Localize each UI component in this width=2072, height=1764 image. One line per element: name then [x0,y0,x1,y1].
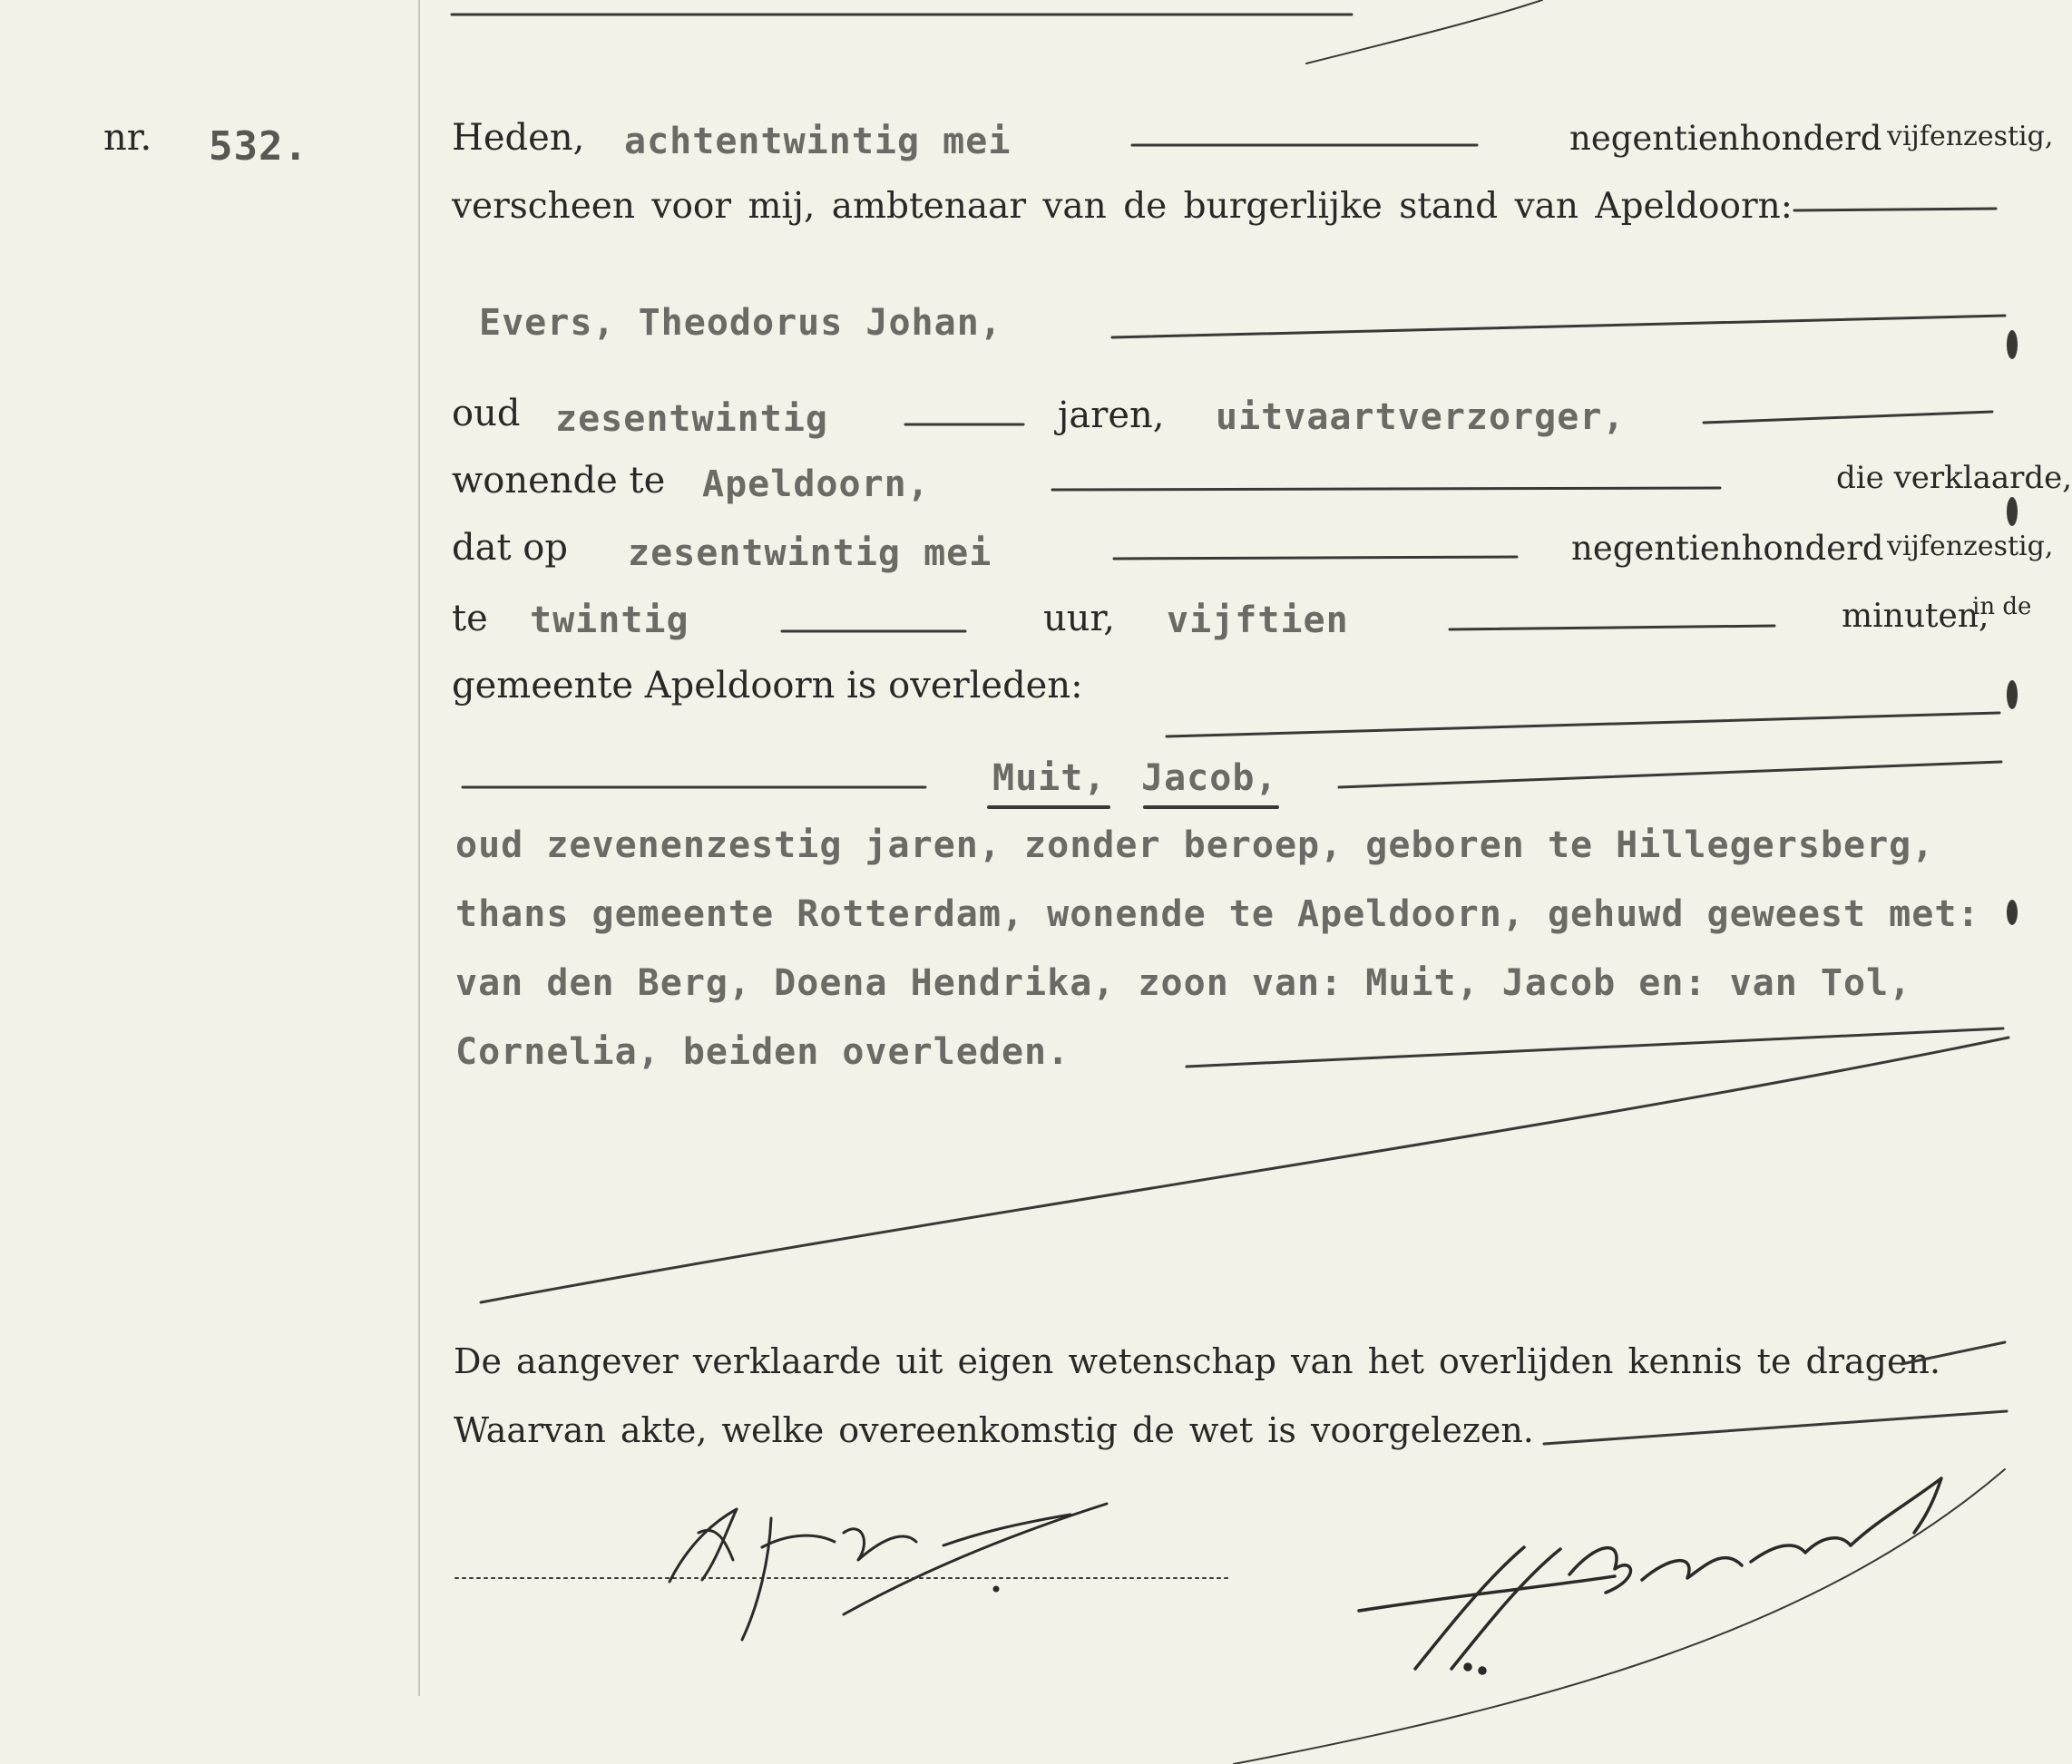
deceased-details-line-4: Cornelia, beiden overleden. [455,1031,1070,1073]
gemeente-line: gemeente Apeldoorn is overleden: [452,665,1083,707]
deceased-details-line-2: thans gemeente Rotterdam, wonende te Apeldoorn, gehuwd geweest met: [455,893,1980,935]
cancellation-stroke [481,1038,2008,1302]
filler-line [1052,488,1720,490]
binding-marks [2007,330,2018,925]
year-prefix: negentienhonderd [1569,119,1882,158]
year-word: vijfenzestig, [1887,121,2054,152]
filler-line [1187,1028,2003,1067]
informant-name: Evers, Theodorus Johan, [479,302,1002,344]
deceased-given-name: Jacob, [1141,757,1278,799]
closing-line-1: De aangever verklaarde uit eigen wetenschap van het overlijden kennis te dragen. [454,1341,1941,1381]
informant-residence: Apeldoorn, [702,463,930,505]
filler-line [1794,209,1996,210]
death-year-prefix: negentienhonderd [1571,529,1884,568]
record-number-label: nr. [103,117,152,159]
top-stroke [1306,0,1542,63]
filler-line [1112,316,2005,337]
registrar-signature [1359,1478,1941,1673]
deceased-details-line-3: van den Berg, Doena Hendrika, zoon van: Muit, Jacob en: van Tol, [455,962,1912,1004]
dat-op-label: dat op [452,527,568,569]
death-date: zesentwintig mei [628,532,992,574]
informant-occupation: uitvaartverzorger, [1216,396,1626,438]
verklaarde-label: die verklaarde, [1836,460,2072,496]
filler-line [1114,557,1517,559]
filler-line [1544,1411,2007,1444]
oud-label: oud [452,393,521,434]
jaren-label: jaren, [1058,395,1165,436]
death-hour: twintig [530,599,689,641]
informant-age: zesentwintig [555,398,828,440]
informant-signature [669,1504,1107,1640]
declaration-date: achtentwintig mei [624,121,1012,162]
uur-label: uur, [1043,598,1115,639]
filler-line [1167,713,1999,736]
filler-line [1339,762,2001,787]
minuten-label: minuten, [1842,598,1989,635]
record-number: 532. [209,123,308,170]
deceased-details-line-1: oud zevenenzestig jaren, zonder beroep, geboren te Hillegersberg, [455,824,1935,866]
closing-line-2: Waarvan akte, welke overeenkomstig de wet is voorgelezen. [454,1410,1534,1450]
death-minutes: vijftien [1167,599,1349,641]
deceased-surname: Muit, [992,757,1107,799]
wonende-label: wonende te [452,460,666,502]
in-de-label: in de [1972,593,2032,620]
filler-line [1450,626,1774,629]
heden-label: Heden, [452,117,585,159]
filler-line [1704,412,1992,423]
te-label: te [452,598,488,639]
appearance-line: verscheen voor mij, ambtenaar van de burgerlijke stand van Apeldoorn: [452,186,1793,227]
filler-line [1901,1342,2005,1364]
death-year-word: vijfenzestig, [1887,531,2054,562]
